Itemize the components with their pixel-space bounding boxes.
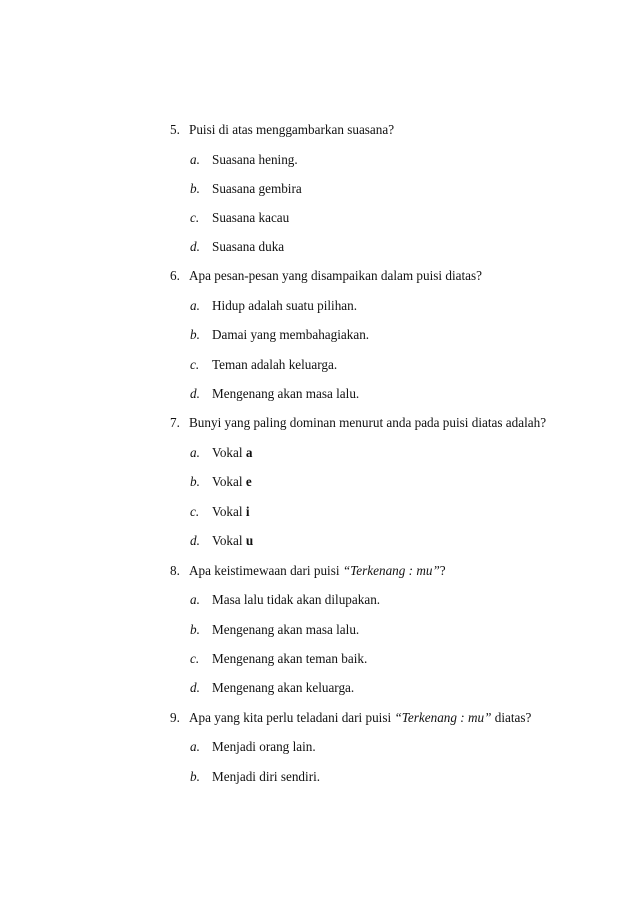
option-text: Suasana duka xyxy=(212,239,285,254)
option-text: Menjadi diri sendiri. xyxy=(212,769,321,784)
option-letter: d. xyxy=(190,239,200,254)
question-text: Apa pesan-pesan yang disampaikan dalam puisi diatas? xyxy=(189,268,482,283)
option-letter: d. xyxy=(190,533,200,548)
option-letter: c. xyxy=(190,651,200,666)
option-text xyxy=(212,504,250,520)
option-text: Damai yang membahagiakan. xyxy=(212,327,370,342)
option-letter: d. xyxy=(190,386,200,401)
question-text xyxy=(189,710,531,726)
vowel-letter: e xyxy=(245,474,252,489)
option-text: Mengenang akan teman baik. xyxy=(212,651,368,666)
question-text: Puisi di atas menggambarkan suasana? xyxy=(189,122,395,137)
question-text: Bunyi yang paling dominan menurut anda pada puisi diatas adalah? xyxy=(189,415,547,430)
option-letter: a. xyxy=(190,592,200,607)
question-text xyxy=(189,563,446,579)
poem-title: “Terkenang : mu” xyxy=(342,563,440,578)
option-letter: b. xyxy=(190,769,200,784)
option-prefix: Vokal xyxy=(212,533,246,548)
vowel-letter: i xyxy=(245,504,250,519)
option-text xyxy=(212,474,252,490)
option-letter: a. xyxy=(190,298,200,313)
option-text: Teman adalah keluarga. xyxy=(212,357,338,372)
vowel-letter: u xyxy=(245,533,254,548)
option-letter: b. xyxy=(190,327,200,342)
option-text: Mengenang akan masa lalu. xyxy=(212,386,360,401)
option-text: Menjadi orang lain. xyxy=(212,739,316,754)
option-text: Mengenang akan keluarga. xyxy=(212,680,355,695)
question-text-after: ? xyxy=(439,563,446,578)
option-letter: b. xyxy=(190,622,200,637)
option-letter: a. xyxy=(190,445,200,460)
option-letter: d. xyxy=(190,680,200,695)
option-letter: c. xyxy=(190,357,200,372)
option-letter: b. xyxy=(190,474,200,489)
question-number: 7. xyxy=(170,415,180,430)
option-prefix: Vokal xyxy=(212,504,246,519)
poem-title: “Terkenang : mu” xyxy=(394,710,492,725)
option-text xyxy=(212,533,253,549)
question-text-before: Apa yang kita perlu teladani dari puisi xyxy=(189,710,395,725)
option-text: Hidup adalah suatu pilihan. xyxy=(212,298,358,313)
option-letter: c. xyxy=(190,504,200,519)
question-text-before: Apa keistimewaan dari puisi xyxy=(189,563,343,578)
question-number: 8. xyxy=(170,563,180,578)
option-text: Suasana kacau xyxy=(212,210,290,225)
question-text-after: diatas? xyxy=(491,710,532,725)
option-letter: a. xyxy=(190,152,200,167)
option-prefix: Vokal xyxy=(212,474,246,489)
option-prefix: Vokal xyxy=(212,445,246,460)
vowel-letter: a xyxy=(245,445,253,460)
option-text: Masa lalu tidak akan dilupakan. xyxy=(212,592,381,607)
option-text: Suasana hening. xyxy=(212,152,298,167)
question-number: 6. xyxy=(170,268,180,283)
option-letter: b. xyxy=(190,181,200,196)
option-text: Mengenang akan masa lalu. xyxy=(212,622,360,637)
option-text xyxy=(212,445,252,461)
option-text: Suasana gembira xyxy=(212,181,302,196)
question-number: 9. xyxy=(170,710,180,725)
option-letter: a. xyxy=(190,739,200,754)
question-number: 5. xyxy=(170,122,180,137)
option-letter: c. xyxy=(190,210,200,225)
